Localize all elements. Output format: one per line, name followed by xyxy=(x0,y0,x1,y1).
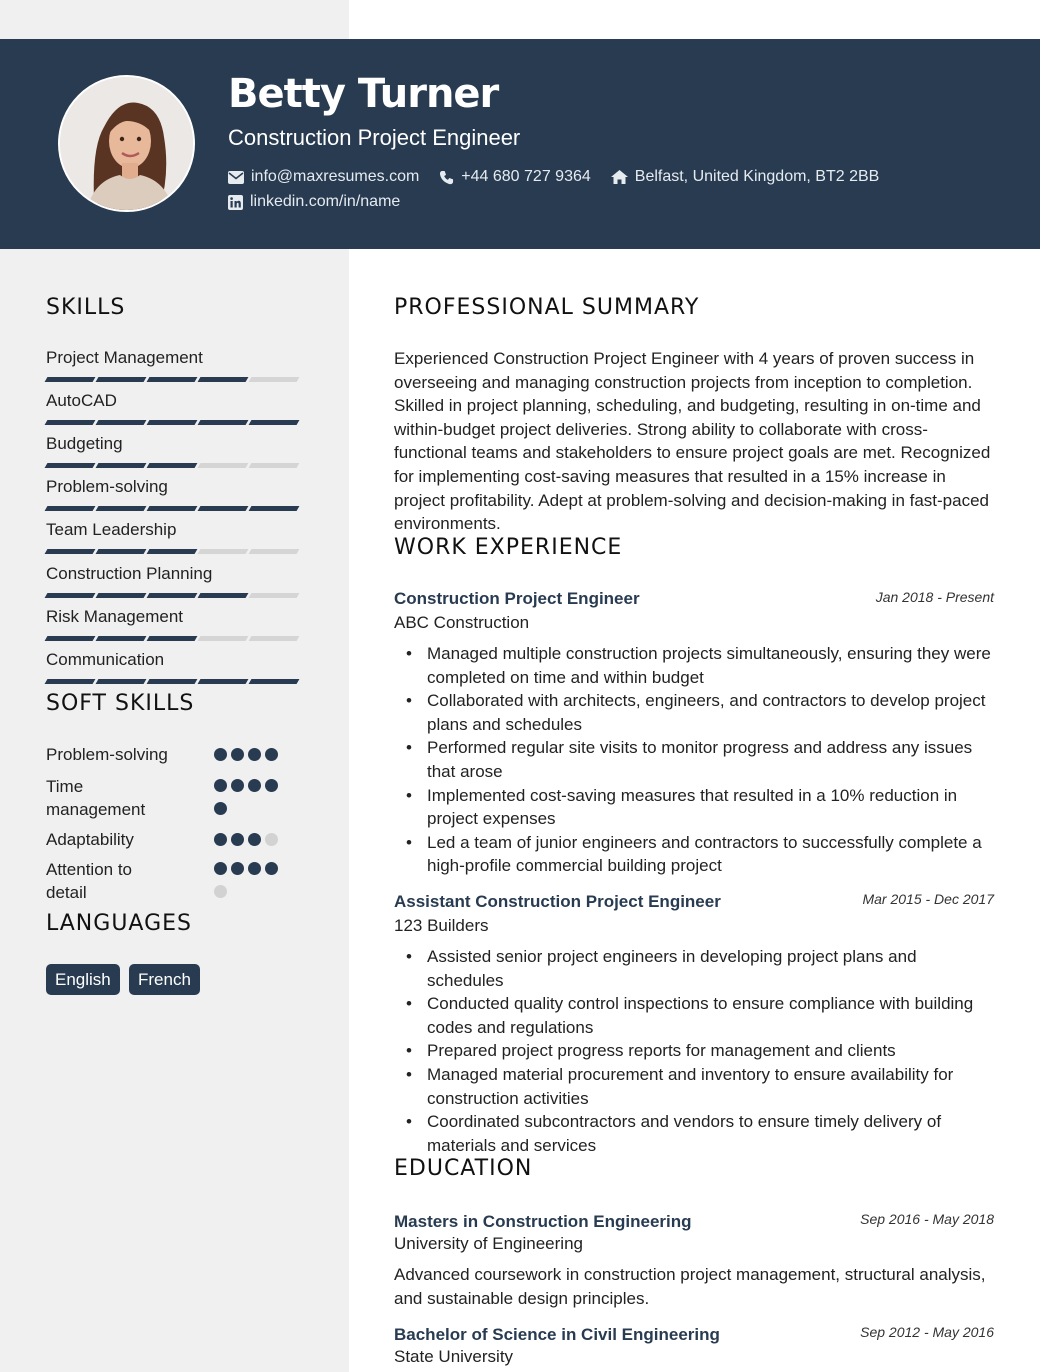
skill-bar-segment xyxy=(45,506,96,511)
skill-bar-segment xyxy=(198,549,249,554)
skill-bar-segment xyxy=(249,679,300,684)
list-item: • Conducted quality control inspections to ensure compliance with building codes and regulations xyxy=(394,992,994,1039)
skill-bar xyxy=(46,593,301,598)
company-name: ABC Construction xyxy=(394,613,530,632)
skill-bar-segment xyxy=(96,679,147,684)
rating-dot xyxy=(214,885,227,898)
rating-dot xyxy=(214,833,227,846)
skill-label: AutoCAD xyxy=(46,391,117,410)
avatar xyxy=(58,75,195,212)
skill-bar xyxy=(46,420,301,425)
envelope-icon xyxy=(228,171,244,184)
skill-bar-segment xyxy=(45,593,96,598)
soft-skill-label: Adaptability xyxy=(46,830,134,849)
skills-heading: SKILLS xyxy=(46,295,126,320)
linkedin-icon xyxy=(228,195,243,210)
rating-dot xyxy=(265,833,278,846)
skill-label: Project Management xyxy=(46,348,203,367)
job-dates: Mar 2015 - Dec 2017 xyxy=(862,891,994,907)
skill-bar-segment xyxy=(96,377,147,382)
soft-skill-dots xyxy=(214,833,294,856)
linkedin-text: linkedin.com/in/name xyxy=(250,193,401,210)
degree-title: Bachelor of Science in Civil Engineering xyxy=(394,1325,720,1344)
contact-row-2 xyxy=(228,193,420,211)
language-badge-english: English xyxy=(46,964,120,995)
soft-skill-dots xyxy=(214,779,294,825)
rating-dot xyxy=(248,862,261,875)
skill-label: Problem-solving xyxy=(46,477,168,496)
list-item: • Managed material procurement and inventory to ensure availability for construction activities xyxy=(394,1063,994,1110)
skill-bar-segment xyxy=(147,506,198,511)
language-badge-french: French xyxy=(129,964,200,995)
skill-bar xyxy=(46,549,301,554)
home-icon xyxy=(611,170,628,184)
list-item: • Managed multiple construction projects simultaneously, ensuring they were completed on time and within budget xyxy=(394,642,994,689)
resume-header xyxy=(0,39,1040,249)
skill-bar-segment xyxy=(45,377,96,382)
skill-bar-segment xyxy=(147,377,198,382)
rating-dot xyxy=(231,748,244,761)
job-bullets xyxy=(394,945,994,1157)
skill-bar-segment xyxy=(147,679,198,684)
education-dates: Sep 2012 - May 2016 xyxy=(860,1324,994,1340)
rating-dot xyxy=(214,802,227,815)
soft-skill-label: Attention to detail xyxy=(46,860,133,902)
contact-row-1 xyxy=(228,168,899,186)
languages-heading: LANGUAGES xyxy=(46,911,192,936)
soft-skill-dots xyxy=(214,862,294,908)
skill-bar-segment xyxy=(249,593,300,598)
job-bullets xyxy=(394,642,994,878)
summary-text: Experienced Construction Project Engineer with 4 years of proven success in overseeing and managing construction projects from inception to completion. Skilled in project planning, scheduling, and budgeting, resulting in on-time and within-budget project deliveries. Strong ability to collaborate with cross-functional teams and stakeholders to ensure project goals are met. Recognized for implementing cost-saving measures that resulted in a 15% increase in project profitability. Adept at problem-solving and decision-making in fast-paced environments. xyxy=(394,349,991,534)
rating-dot xyxy=(265,779,278,792)
skill-label: Risk Management xyxy=(46,607,184,626)
skill-bar-segment xyxy=(96,549,147,554)
skill-bar-segment xyxy=(198,420,249,425)
education-description: Advanced coursework in construction project management, structural analysis, and sustainable design principles. xyxy=(394,1265,986,1308)
skill-bar-segment xyxy=(96,463,147,468)
list-item: • Led a team of junior engineers and contractors to successfully complete a high-profile commercial building project xyxy=(394,831,994,878)
skill-bar-segment xyxy=(96,636,147,641)
contact-linkedin[interactable] xyxy=(228,193,400,211)
skill-bar-segment xyxy=(45,420,96,425)
rating-dot xyxy=(265,748,278,761)
skill-bar-segment xyxy=(96,420,147,425)
skill-bar-segment xyxy=(249,636,300,641)
list-item: • Performed regular site visits to monitor progress and address any issues that arose xyxy=(394,736,994,783)
phone-text: +44 680 727 9364 xyxy=(461,168,591,185)
skill-bar xyxy=(46,463,301,468)
skill-bar-segment xyxy=(198,593,249,598)
skill-bar xyxy=(46,506,301,511)
education-dates: Sep 2016 - May 2018 xyxy=(860,1211,994,1227)
school-name: State University xyxy=(394,1347,514,1366)
skill-bar-segment xyxy=(249,463,300,468)
skill-bar-segment xyxy=(45,636,96,641)
candidate-title: Construction Project Engineer xyxy=(228,125,521,150)
job-title: Assistant Construction Project Engineer xyxy=(394,892,721,911)
job-dates: Jan 2018 - Present xyxy=(875,589,994,605)
list-item: • Coordinated subcontractors and vendors to ensure timely delivery of materials and services xyxy=(394,1110,994,1157)
list-item: • Collaborated with architects, engineers, and contractors to develop project plans and schedules xyxy=(394,689,994,736)
rating-dot xyxy=(231,833,244,846)
skill-bar-segment xyxy=(147,463,198,468)
rating-dot xyxy=(231,779,244,792)
rating-dot xyxy=(248,779,261,792)
rating-dot xyxy=(214,862,227,875)
skill-label: Team Leadership xyxy=(46,520,177,539)
skill-bar-segment xyxy=(147,549,198,554)
skill-bar-segment xyxy=(147,636,198,641)
rating-dot xyxy=(265,862,278,875)
skill-bar xyxy=(46,679,301,684)
contact-phone[interactable] xyxy=(439,168,590,186)
skill-bar xyxy=(46,377,301,382)
skill-bar-segment xyxy=(147,593,198,598)
contact-location xyxy=(611,168,880,186)
skill-bar-segment xyxy=(198,377,249,382)
education-heading: EDUCATION xyxy=(394,1156,533,1181)
soft-skill-label: Problem-solving xyxy=(46,745,168,764)
skill-bar-segment xyxy=(249,506,300,511)
skill-bar-segment xyxy=(96,506,147,511)
degree-title: Masters in Construction Engineering xyxy=(394,1212,692,1231)
list-item: • Assisted senior project engineers in developing project plans and schedules xyxy=(394,945,994,992)
rating-dot xyxy=(231,862,244,875)
rating-dot xyxy=(214,779,227,792)
experience-heading: WORK EXPERIENCE xyxy=(394,535,623,560)
skill-bar-segment xyxy=(249,420,300,425)
skill-label: Budgeting xyxy=(46,434,123,453)
skill-bar-segment xyxy=(198,463,249,468)
company-name: 123 Builders xyxy=(394,916,489,935)
email-text: info@maxresumes.com xyxy=(251,168,420,185)
rating-dot xyxy=(248,833,261,846)
candidate-name: Betty Turner xyxy=(228,71,499,117)
skill-label: Communication xyxy=(46,650,165,669)
list-item: • Implemented cost-saving measures that resulted in a 10% reduction in project expenses xyxy=(394,784,994,831)
skill-bar-segment xyxy=(45,679,96,684)
contact-email[interactable] xyxy=(228,168,419,186)
skill-bar-segment xyxy=(198,506,249,511)
skill-bar-segment xyxy=(249,377,300,382)
skill-bar xyxy=(46,636,301,641)
skill-bar-segment xyxy=(96,593,147,598)
skill-bar-segment xyxy=(147,420,198,425)
location-text: Belfast, United Kingdom, BT2 2BB xyxy=(634,168,880,185)
job-title: Construction Project Engineer xyxy=(394,589,640,608)
soft-skill-label: Time management xyxy=(46,777,146,819)
list-item: • Prepared project progress reports for management and clients xyxy=(394,1039,994,1063)
skill-label: Construction Planning xyxy=(46,564,213,583)
soft-skill-dots xyxy=(214,748,294,771)
skill-bar-segment xyxy=(249,549,300,554)
rating-dot xyxy=(248,748,261,761)
skill-bar-segment xyxy=(198,636,249,641)
skill-bar-segment xyxy=(45,463,96,468)
phone-icon xyxy=(439,170,454,185)
skill-bar-segment xyxy=(45,549,96,554)
summary-heading: PROFESSIONAL SUMMARY xyxy=(394,295,700,320)
soft-skills-heading: SOFT SKILLS xyxy=(46,691,195,716)
skill-bar-segment xyxy=(198,679,249,684)
rating-dot xyxy=(214,748,227,761)
school-name: University of Engineering xyxy=(394,1234,583,1253)
